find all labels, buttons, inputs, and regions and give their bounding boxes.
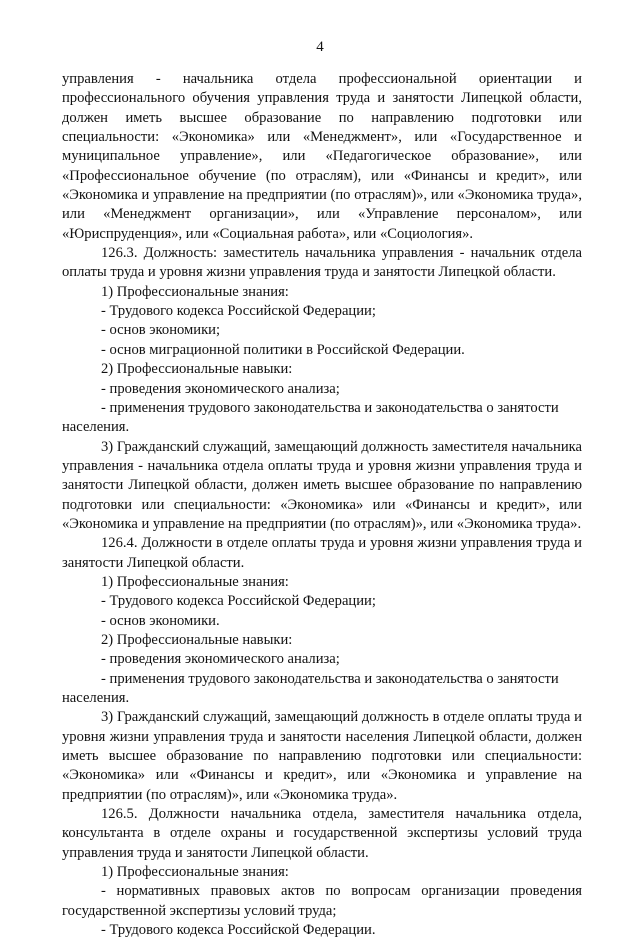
page-number: 4 — [316, 39, 324, 55]
list-item: - Трудового кодекса Российской Федерации. — [101, 922, 376, 939]
list-item: - применения трудового законодательства и законодательства о занятости населения. — [62, 670, 559, 706]
skills-heading: 2) Профессиональные навыки: — [101, 631, 293, 648]
section-126-4-heading: 126.4. Должности в отделе оплаты труда и уровня жизни управления труда и занятости Липецкой области. — [62, 535, 582, 571]
list-item: - основ экономики; — [101, 322, 221, 339]
knowledge-heading: 1) Профессиональные знания: — [101, 283, 289, 300]
list-item: - основ экономики. — [101, 612, 220, 629]
section-126-3-heading: 126.3. Должность: заместитель начальника управления - начальник отдела оплаты труда и уровня жизни управления труда и занятости Липецкой области. — [62, 245, 582, 281]
list-item: - проведения экономического анализа; — [101, 380, 340, 397]
knowledge-heading: 1) Профессиональные знания: — [101, 573, 289, 590]
list-item: - основ миграционной политики в Российской Федерации. — [101, 341, 465, 358]
list-item: - Трудового кодекса Российской Федерации; — [101, 303, 376, 320]
knowledge-heading: 1) Профессиональные знания: — [101, 864, 289, 881]
list-item: - Трудового кодекса Российской Федерации; — [101, 593, 376, 610]
skills-heading: 2) Профессиональные навыки: — [101, 361, 293, 378]
section-126-5-heading: 126.5. Должности начальника отдела, заместителя начальника отдела, консультанта в отделе охраны и государственной экспертизы условий труда управления труда и занятости Липецкой области. — [62, 806, 582, 861]
paragraph-intro-continuation: управления - начальника отдела профессиональной ориентации и профессионального обучения управления труда и занятости Липецкой области, должен иметь высшее образование по направлению подготовки или специальности: «Экономика» или «Менеджмент», или «Государственное и муниципальное управление», или «Педагогическое образование», или «Профессиональное обучение (по отраслям), или «Финансы и кредит», или «Экономика и управление на предприятии (по отраслям)», или «Экономика труда», или «Менеджмент организации», или «Управление персоналом», или «Юриспруденция», или «Социальная работа», или «Социология». — [62, 71, 582, 242]
education-requirement: 3) Гражданский служащий, замещающий должность в отделе оплаты труда и уровня жизни управления труда и занятости населения Липецкой области, должен иметь высшее образование по направлению подготовки или специальности: «Экономика» или «Финансы и кредит», или «Экономика и управление на предприятии (по отраслям)», или «Экономика труда». — [62, 709, 582, 803]
list-item: - применения трудового законодательства и законодательства о занятости населения. — [62, 399, 559, 436]
list-item: - нормативных правовых актов по вопросам организации проведения государственной экспертизы условий труда; — [62, 883, 582, 919]
education-requirement: 3) Гражданский служащий, замещающий должность заместителя начальника управления - начальника отдела оплаты труда и уровня жизни управления труда и занятости Липецкой области, должен иметь высшее образование по направлению подготовки или специальности: «Экономика» или «Финансы и кредит», или «Экономика и управление на предприятии (по отраслям)», или «Экономика труда». — [62, 438, 582, 532]
document-body — [62, 70, 582, 940]
list-item: - проведения экономического анализа; — [101, 651, 340, 668]
